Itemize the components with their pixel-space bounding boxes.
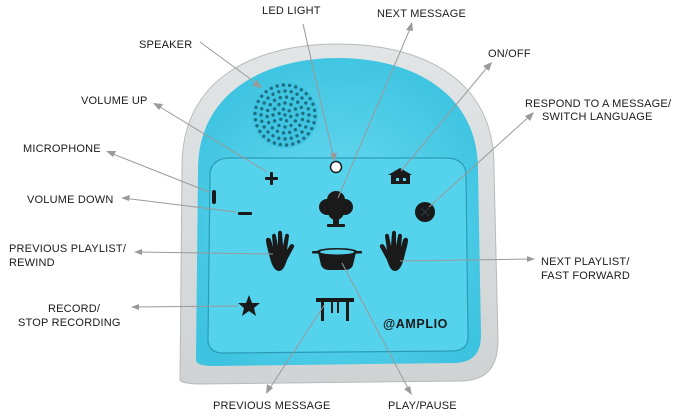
respond-button[interactable] — [415, 202, 435, 222]
speaker-hole — [295, 93, 298, 96]
speaker-hole — [294, 85, 297, 88]
speaker-hole — [262, 135, 265, 138]
speaker-grille — [252, 82, 318, 148]
label-respond-line1: RESPOND TO A MESSAGE/ — [525, 98, 672, 110]
speaker-hole — [312, 121, 315, 124]
speaker-hole — [294, 119, 297, 122]
label-prev-playlist-line1: PREVIOUS PLAYLIST/ — [9, 243, 127, 255]
speaker-hole — [301, 112, 304, 115]
speaker-hole — [264, 90, 267, 93]
speaker-hole — [255, 124, 258, 127]
speaker-hole — [260, 107, 263, 110]
label-microphone: MICROPHONE — [23, 143, 101, 155]
speaker-hole — [263, 125, 266, 128]
speaker-hole — [291, 97, 294, 100]
speaker-hole — [283, 113, 286, 116]
speaker-hole — [270, 87, 273, 90]
speaker-hole — [313, 109, 316, 112]
speaker-hole — [273, 107, 276, 110]
speaker-hole — [260, 120, 263, 123]
speaker-hole — [310, 127, 313, 130]
label-next-playlist-line1: NEXT PLAYLIST/ — [541, 256, 630, 268]
speaker-hole — [307, 132, 310, 135]
speaker-hole — [259, 113, 262, 116]
speaker-hole — [290, 90, 293, 93]
speaker-hole — [294, 107, 297, 110]
speaker-hole — [277, 124, 280, 127]
label-play-pause: PLAY/PAUSE — [388, 400, 457, 412]
label-next-message: NEXT MESSAGE — [377, 8, 466, 20]
speaker-hole — [271, 113, 274, 116]
speaker-hole — [266, 96, 269, 99]
speaker-hole — [267, 139, 270, 142]
speaker-hole — [313, 115, 316, 118]
speaker-hole — [276, 84, 279, 87]
speaker-hole — [260, 95, 263, 98]
speaker-hole — [277, 103, 280, 106]
speaker-hole — [273, 141, 276, 144]
label-previous-message: PREVIOUS MESSAGE — [213, 400, 331, 412]
speaker-hole — [311, 103, 314, 106]
speaker-hole — [289, 103, 292, 106]
speaker-hole — [254, 118, 257, 121]
speaker-hole — [300, 130, 303, 133]
speaker-hole — [283, 89, 286, 92]
speaker-hole — [279, 96, 282, 99]
speaker-hole — [282, 108, 285, 111]
speaker-hole — [253, 112, 256, 115]
speaker-hole — [258, 130, 261, 133]
speaker-hole — [289, 124, 292, 127]
label-volume-up: VOLUME UP — [81, 95, 148, 107]
speaker-hole — [278, 112, 281, 115]
speaker-hole — [282, 131, 285, 134]
speaker-hole — [288, 84, 291, 87]
speaker-hole — [297, 140, 300, 143]
speaker-hole — [279, 143, 282, 146]
speaker-hole — [296, 101, 299, 104]
speaker-hole — [294, 128, 297, 131]
label-next-playlist-line2: FAST FORWARD — [541, 270, 630, 282]
speaker-hole — [307, 113, 310, 116]
speaker-hole — [282, 83, 285, 86]
speaker-hole — [289, 115, 292, 118]
speaker-hole — [304, 101, 307, 104]
speaker-hole — [285, 119, 288, 122]
speaker-hole — [273, 99, 276, 102]
speaker-hole — [257, 100, 260, 103]
speaker-hole — [271, 126, 274, 129]
label-on-off: ON/OFF — [488, 48, 531, 60]
label-prev-playlist-line2: REWIND — [9, 257, 55, 269]
speaker-hole — [304, 125, 307, 128]
speaker-hole — [307, 120, 310, 123]
speaker-hole — [285, 95, 288, 98]
label-record-line2: STOP RECORDING — [18, 317, 121, 329]
speaker-hole — [254, 106, 257, 109]
speaker-hole — [271, 93, 274, 96]
speaker-hole — [302, 137, 305, 140]
label-volume-down: VOLUME DOWN — [27, 194, 114, 206]
speaker-hole — [308, 97, 311, 100]
speaker-hole — [267, 121, 270, 124]
speaker-hole — [283, 101, 286, 104]
volume-down-button[interactable] — [238, 212, 252, 215]
label-speaker: SPEAKER — [139, 39, 193, 51]
speaker-hole — [298, 124, 301, 127]
speaker-hole — [300, 88, 303, 91]
speaker-hole — [291, 142, 294, 145]
speaker-hole — [283, 125, 286, 128]
led-light — [331, 162, 342, 173]
speaker-hole — [283, 137, 286, 140]
speaker-hole — [300, 96, 303, 99]
speaker-hole — [285, 143, 288, 146]
speaker-hole — [300, 106, 303, 109]
speaker-hole — [276, 130, 279, 133]
brand-logo: @AMPLIO — [383, 317, 448, 331]
speaker-hole — [305, 92, 308, 95]
speaker-hole — [266, 130, 269, 133]
speaker-hole — [290, 137, 293, 140]
speaker-hole — [263, 101, 266, 104]
label-record-line1: RECORD/ — [48, 303, 101, 315]
speaker-hole — [307, 107, 310, 110]
speaker-hole — [295, 113, 298, 116]
speaker-hole — [277, 90, 280, 93]
label-led-light: LED LIGHT — [262, 5, 321, 17]
speaker-hole — [266, 109, 269, 112]
speaker-hole — [301, 118, 304, 121]
label-respond-line2: SWITCH LANGUAGE — [542, 111, 653, 123]
microphone-slot — [212, 190, 216, 204]
speaker-hole — [273, 119, 276, 122]
speaker-hole — [277, 137, 280, 140]
speaker-hole — [265, 115, 268, 118]
speaker-hole — [295, 134, 298, 137]
speaker-hole — [271, 134, 274, 137]
speaker-hole — [288, 131, 291, 134]
speaker-hole — [279, 118, 282, 121]
speaker-hole — [269, 103, 272, 106]
speaker-hole — [288, 109, 291, 112]
